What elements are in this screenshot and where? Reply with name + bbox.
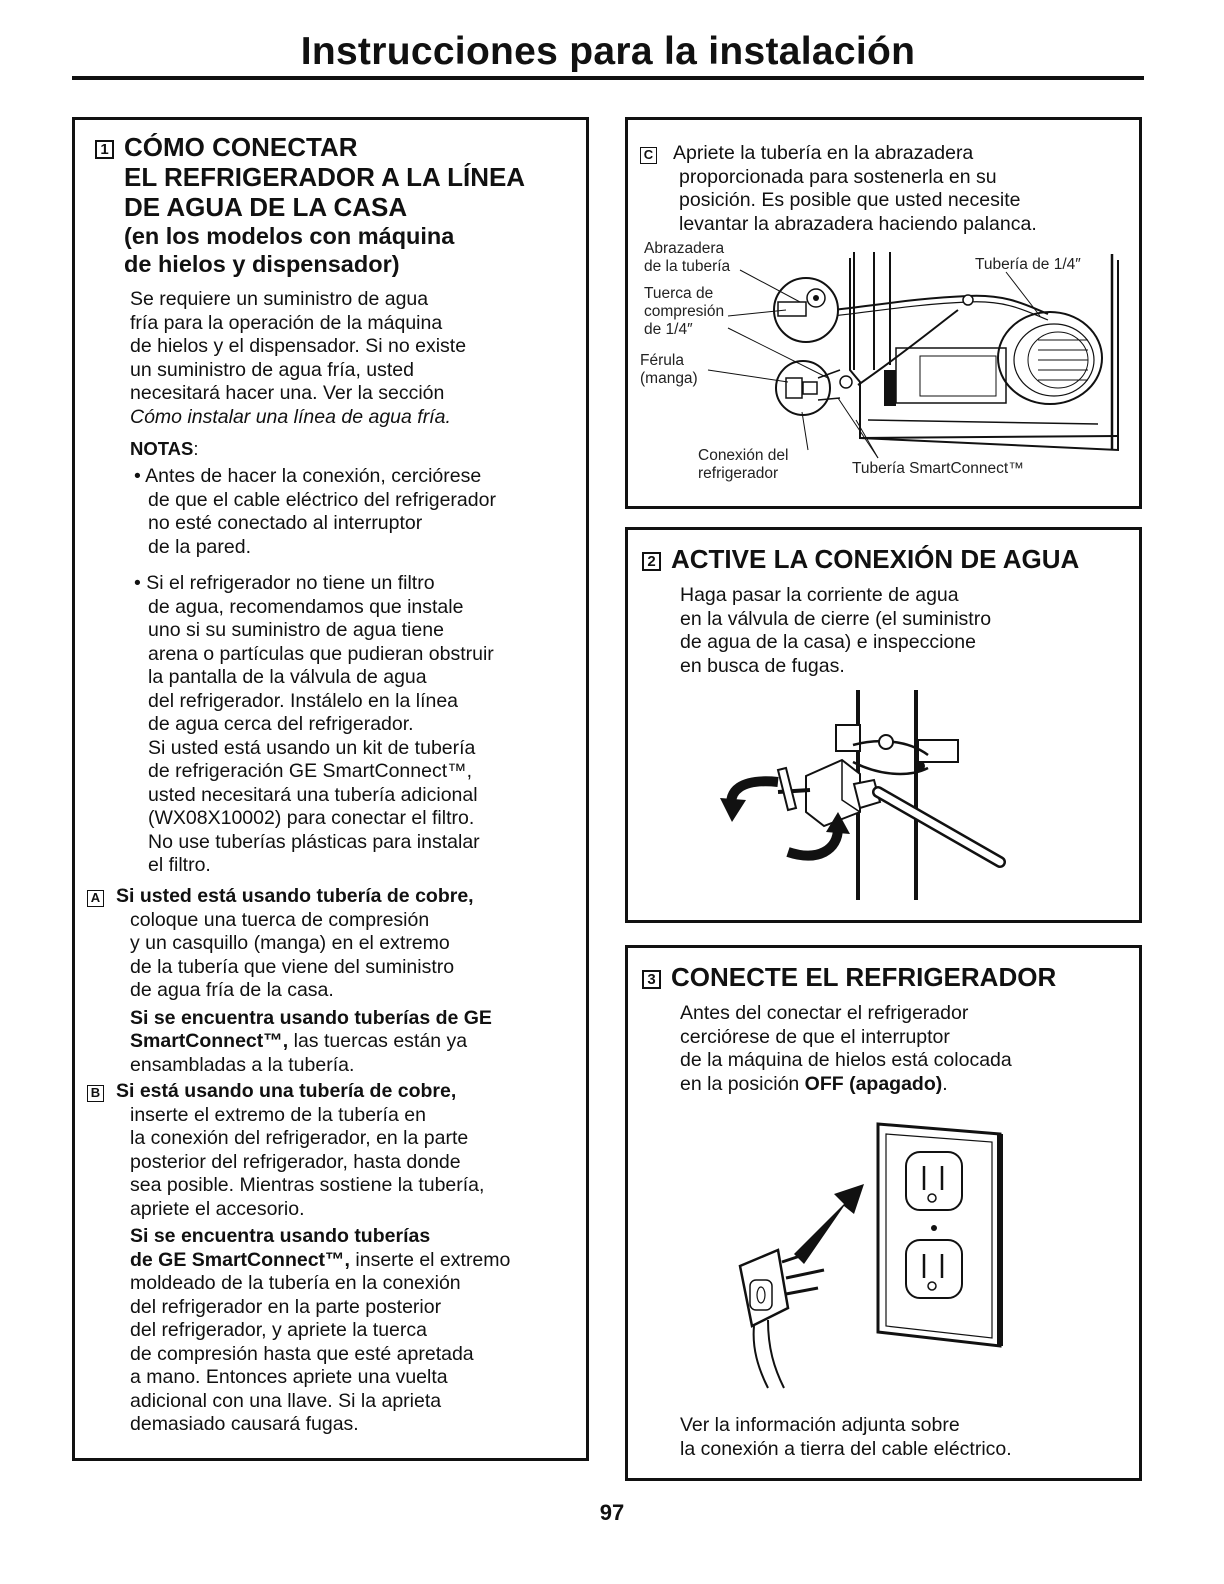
intro-reference: Cómo instalar una línea de agua fría. [130,405,451,428]
notes-label: NOTAS: [130,438,199,459]
label-smartconnect-tubing: Tubería SmartConnect™ [852,460,1024,477]
intro-line: un suministro de agua fría, usted [130,358,414,381]
page-title: Instrucciones para la instalación [300,30,916,73]
section-2-heading: 2 ACTIVE LA CONEXIÓN DE AGUA [642,544,1132,574]
note-1: • Antes de hacer la conexión, cerciórese de que el cable eléctrico del refrigerador no esté conectado al interruptor de la pared. [134,465,496,558]
label-refrigerator-connection: Conexión del refrigerador [698,447,789,482]
label-quarter-inch-tubing: Tubería de 1/4″ [975,256,1081,273]
section-3-heading: 3 CONECTE EL REFRIGERADOR [642,962,1132,992]
heading-line-1: CÓMO CONECTAR [124,132,358,162]
section-1-box [72,117,589,1461]
section-3-text: Antes del conectar el refrigerador cerciórese de que el interruptor de la máquina de hielos está colocada en la posición OFF (apagado). [680,1002,1012,1095]
section-2-text: Haga pasar la corriente de agua en la válvula de cierre (el suministro de agua de la casa) e inspeccione en busca de fugas. [680,584,992,677]
label-pipe-clamp: Abrazadera de la tubería [644,240,731,275]
step-letter-a: A [87,890,104,907]
section-1-heading [95,132,575,278]
step-b: B Si está usando una tubería de cobre, inserte el extremo de la tubería en la conexión del refrigerador, en la parte posterior del refrigerador, hasta donde sea posible. Mientras sostiene la tubería, apriete el accesorio. Si se encuentra usando tuberías de GE SmartConnect™, inserte el extremo moldeado de la tubería en la conexión del refrigerador en la parte posterior del refrigerador, y apriete la tuerca de compresión hasta que esté apretada a mano. Entonces apriete una vuelta adicional con una llave. Si la aprieta demasiado causará fugas. [87,1080,577,1437]
shutoff-valve-illustration [628,530,1139,920]
subheading-line-1: (en los modelos con máquina [124,223,455,249]
subheading-line-2: de hielos y dispensador) [124,251,400,277]
step-number-2: 2 [642,552,661,571]
step-c-box [625,117,1142,509]
step-number-3: 3 [642,970,661,989]
grounding-note: Ver la información adjunta sobre la conexión a tierra del cable eléctrico. [680,1414,1012,1460]
note-2: • Si el refrigerador no tiene un filtro de agua, recomendamos que instale uno si su suministro de agua tiene arena o partículas que pudieran obstruir la pantalla de la válvula de agua del refrigerador. Instálelo en la línea de agua cerca del refrigerador. Si usted está usando un kit de tubería de refrigeración GE SmartConnect™, usted necesitará una tubería adicional (WX08X10002) para conectar el filtro. No use tuberías plásticas para instalar el filtro. [134,572,494,876]
intro-line: de hielos y el dispensador. Si no existe [130,335,467,357]
step-letter-c: C [640,147,657,164]
step-a: A Si usted está usando tubería de cobre, coloque una tuerca de compresión y un casquillo (manga) en el extremo de la tubería que viene del suministro de agua fría de la casa. Si se encuentra usando tuberías de GE SmartConnect™, las tuercas están ya ensambladas a la tubería. [87,885,577,1077]
heading-line-3: DE AGUA DE LA CASA [124,192,408,222]
intro-paragraph [130,288,580,429]
wall-outlet-illustration [628,948,1139,1478]
page-number: 97 [599,1500,625,1525]
section-2-box [625,527,1142,923]
step-letter-b: B [87,1085,104,1102]
title-rule [72,76,1144,80]
step-number-1: 1 [95,140,114,159]
intro-line: necesitará hacer una. Ver la sección [130,382,445,404]
label-compression-nut: Tuerca de compresión de 1/4″ [644,285,725,338]
intro-line: fría para la operación de la máquina [130,311,443,334]
step-c-text: C Apriete la tubería en la abrazadera proporcionada para sostenerla en su posición. Es posible que usted necesite levantar la abrazadera haciendo palanca. [640,142,1130,236]
label-ferrule: Férula (manga) [640,352,698,387]
heading-line-2: EL REFRIGERADOR A LA LÍNEA [124,162,526,192]
intro-line: Se requiere un suministro de agua [130,288,429,310]
section-3-box [625,945,1142,1481]
